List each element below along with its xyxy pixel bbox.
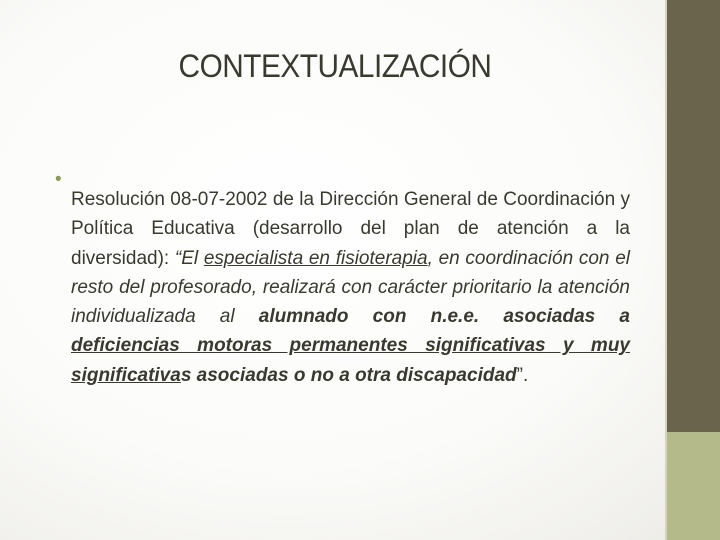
- sidebar-accent-dark: [665, 0, 720, 432]
- resolution-intro: Resolución 08-07-2002 de la Dirección General de Coordinación y Política Educativa (desarrollo del plan de atención a la diversidad):: [71, 189, 630, 269]
- quote-middle: , en coordinación con el resto del profesorado, realizará con carácter prioritario la atención individualizada al: [71, 247, 630, 328]
- motor-deficiencies-phrase: deficiencias motoras permanentes significativas y muy significativa: [71, 335, 630, 386]
- bullet-icon: •: [55, 169, 62, 190]
- slide-title: CONTEXTUALIZACIÓN: [178, 48, 492, 84]
- students-phrase: alumnado con n.e.e. asociadas a: [258, 306, 630, 328]
- sidebar-divider: [665, 0, 667, 540]
- bullet-text: [71, 185, 630, 390]
- quote-close: ”.: [516, 364, 529, 386]
- slide-body: [50, 166, 630, 409]
- quote-closing: s asociadas o no a otra discapacidad: [180, 364, 517, 386]
- sidebar-accent-light: [665, 432, 720, 540]
- quote-open: “El: [174, 247, 204, 269]
- specialist-term: especialista en fisioterapia: [203, 247, 428, 269]
